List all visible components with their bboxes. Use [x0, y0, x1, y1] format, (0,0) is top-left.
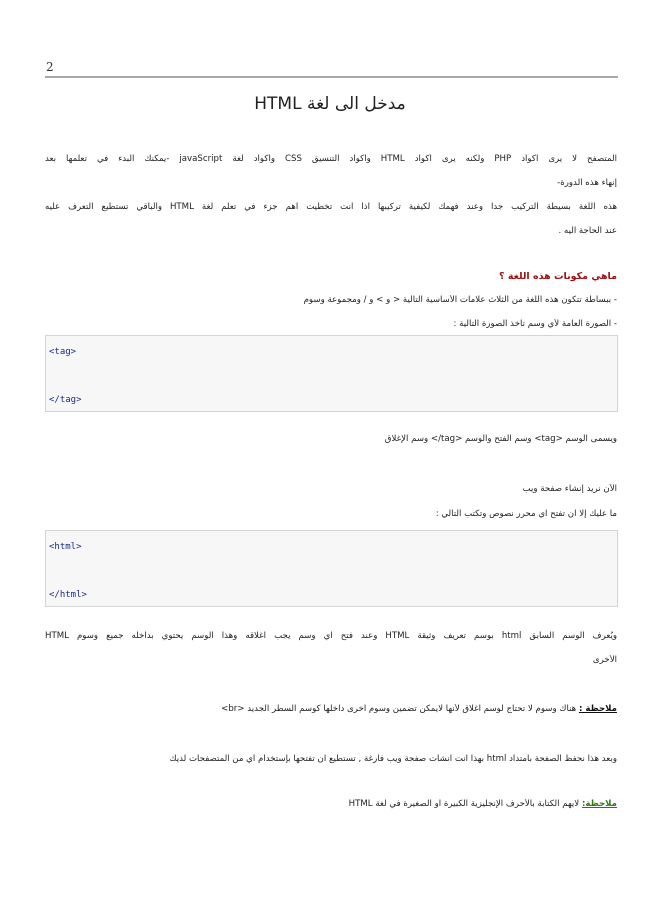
code-open-tag: <tag> — [49, 347, 77, 357]
note-2-label: ملاحظة: — [581, 799, 617, 809]
save-instructions: وبعد هذا نحفظ الصفحة بامتداد html بهذا انت انشأت صفحة ويب فارغة , تستطيع ان تفتحها بإستخدام اي من المتصفحات لديك — [169, 754, 617, 764]
html-tag-line-1: ويُعرف الوسم السابق html بوسم تعريف وثيقة HTML وعند فتح اي وسم يجب اغلاقه وهذا الوسم يحتوي بداخله جميع وسوم HTML — [45, 631, 617, 641]
html-tag-line-2: الأخرى — [592, 655, 617, 665]
tag-explanation: ويسمى الوسم <tag> وسم الفتح والوسم <tag/> وسم الإغلاق — [384, 434, 617, 444]
intro-line-3: هذه اللغة بسيطة التركيب جداً وعند فهمك لكيفية تركيبها اذاً انت تخطيت اهم جزء في تعلم لغة HTML والباقي تستطيع التعرف عليه — [45, 202, 617, 212]
note-1-label: ملاحظة : — [578, 704, 617, 714]
bullet-1: - ببساطة تتكون هذه اللغة من الثلاث علامات الأساسية التالية < و > و / ومجموعة وسوم — [303, 295, 617, 305]
open-editor-text: ما عليك إلا ان تفتح اي محرر نصوص وتكتب التالي : — [435, 509, 617, 519]
create-page-text: الآن نريد إنشاء صفحة ويب — [522, 484, 617, 494]
note-1 — [45, 704, 617, 714]
intro-line-2: إنهاء هذه الدورة- — [557, 178, 617, 188]
note-2-text: لايهم الكتابة بالأحرف الإنجليزية الكبيرة او الصغيرة في لغة HTML — [348, 799, 580, 809]
intro-line-4: عند الحاجة اليه . — [558, 226, 617, 236]
bullet-2: - الصورة العامة لأي وسم تأخذ الصورة التالية : — [453, 319, 617, 329]
code-block-html — [45, 530, 618, 607]
note-2 — [45, 799, 617, 809]
section-heading: ماهي مكونات هذه اللغة ؟ — [499, 271, 617, 282]
header-rule — [45, 76, 618, 78]
note-1-text: هناك وسوم لا تحتاج لوسم اغلاق لأنها لايمكن تضمين وسوم اخرى داخلها كوسم السطر الجديد <br> — [221, 704, 577, 714]
code-close-tag: </tag> — [49, 395, 82, 405]
page-title: مدخل الى لغة HTML — [254, 94, 406, 114]
code-close-html: </html> — [49, 590, 87, 600]
intro-line-1: المتصفح لا يرى اكواد PHP ولكنه يرى اكواد HTML واكواد التنسيق CSS واكواد لغة javaScript -يمكنك البدء في تعلمها بعد — [45, 154, 617, 164]
page-number: 2 — [46, 60, 54, 74]
code-open-html: <html> — [49, 542, 82, 552]
code-block-tag — [45, 335, 618, 412]
